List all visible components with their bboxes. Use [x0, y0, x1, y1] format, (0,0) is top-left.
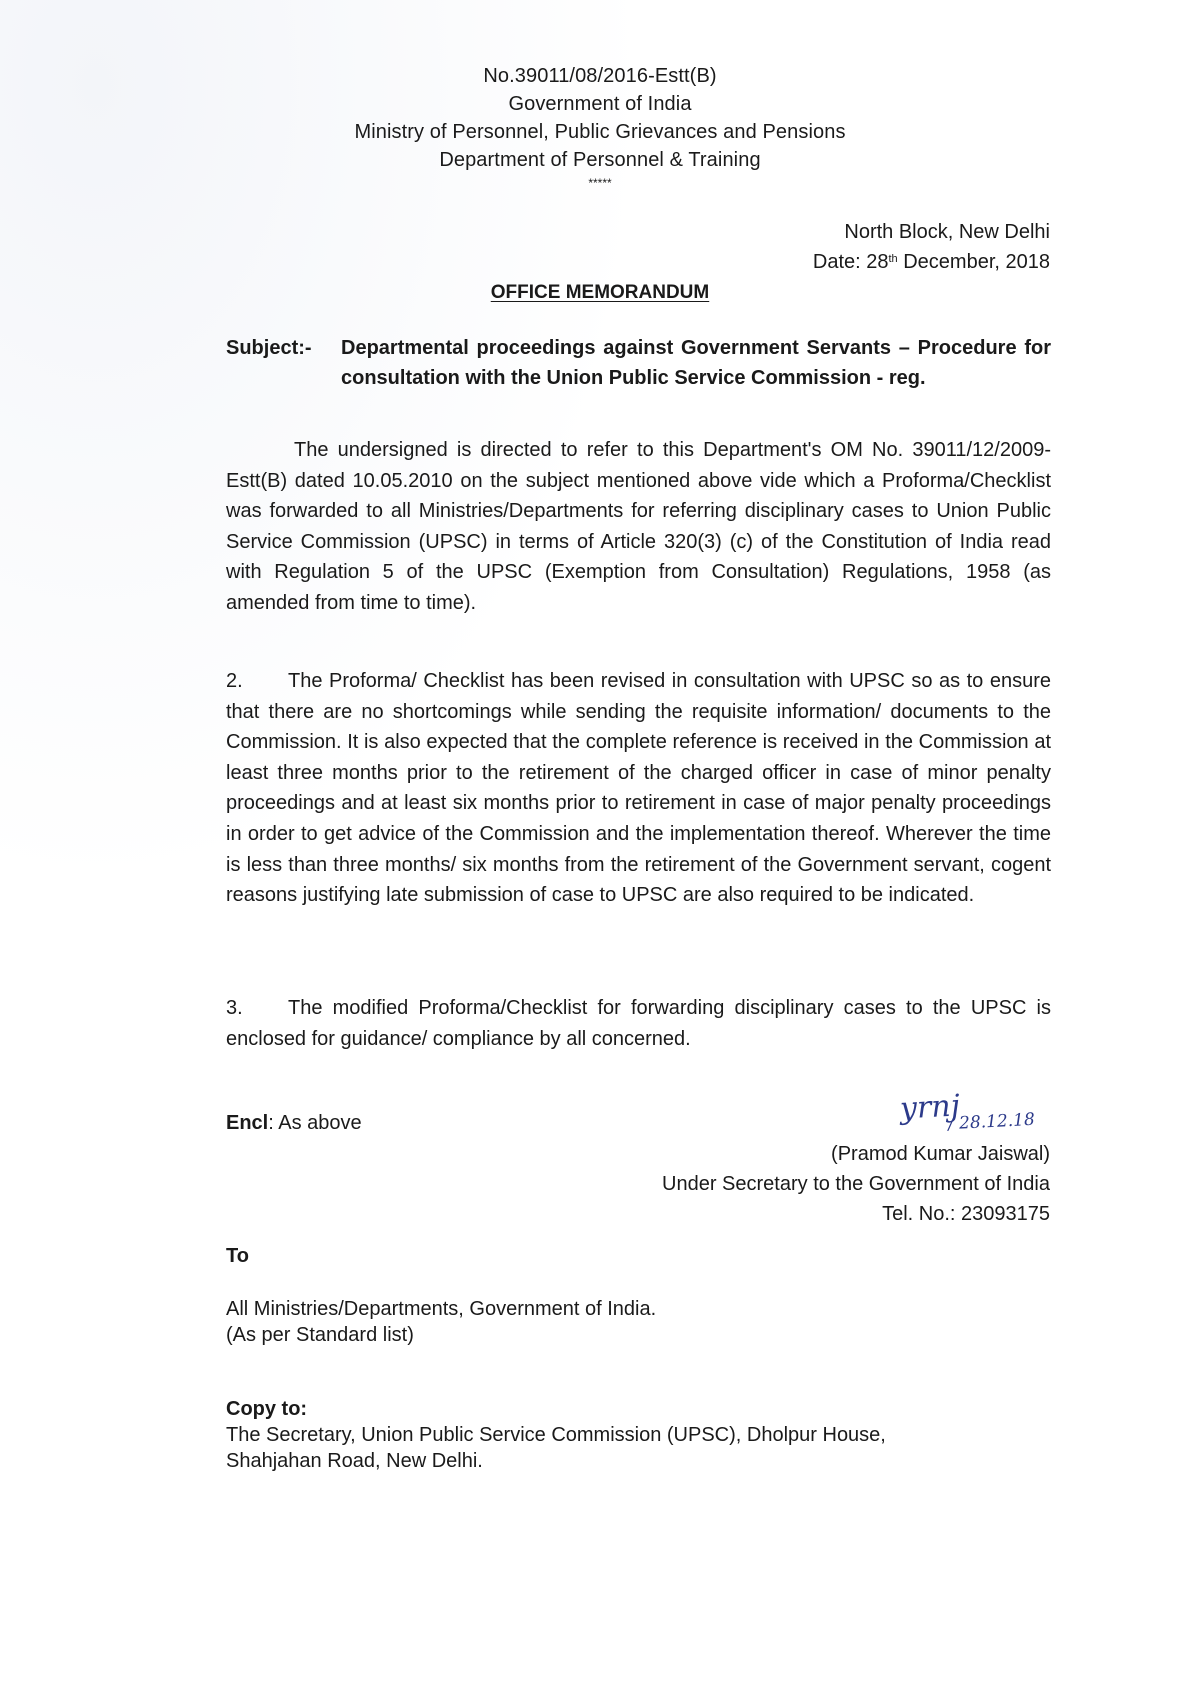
paragraph-3 — [226, 993, 1051, 1054]
header-separator: ***** — [588, 176, 612, 190]
date-ordinal: th — [888, 253, 898, 265]
subject-block — [226, 333, 1051, 393]
paragraph-3-number: 3. — [226, 997, 243, 1019]
recipient-line: (As per Standard list) — [226, 1324, 414, 1346]
enclosure-label: Encl — [226, 1112, 269, 1134]
signatory-telephone: Tel. No.: 23093175 — [882, 1203, 1050, 1225]
paragraph-2-text: The Proforma/ Checklist has been revised in consultation with UPSC so as to ensure that there are no shortcomings while sending the requisite information/ documents to the Commission. It is also expected that the complete reference is received in the Commission at least three months prior to the retirement of the charged officer in case of minor penalty proceedings and at least six months prior to retirement in case of major penalty proceedings in order to get advice of the Commission and the implementation thereof. Wherever the time is less than three months/ six months from the retirement of the Government servant, cogent reasons justifying late submission of case to UPSC are also required to be indicated. — [226, 670, 1051, 907]
recipients-label: To — [226, 1245, 249, 1267]
copy-to-label: Copy to: — [226, 1398, 308, 1420]
enclosure-note — [226, 1112, 362, 1135]
paragraph-2 — [226, 666, 1051, 911]
date — [813, 248, 1050, 276]
paragraph-2-number: 2. — [226, 670, 243, 692]
place: North Block, New Delhi — [844, 221, 1050, 243]
paragraph-1-text: The undersigned is directed to refer to this Department's OM No. 39011/12/2009-Estt(B) dated 10.05.2010 on the subject mentioned above vide which a Proforma/Checklist was forwarded to all Ministries/Departments for referring disciplinary cases to Union Public Service Commission (UPSC) in terms of Article 320(3) (c) of the Constitution of India read with Regulation 5 of the UPSC (Exemption from Consultation) Regulations, 1958 (as amended from time to time). — [226, 439, 1051, 614]
department-name: Department of Personnel & Training — [439, 149, 761, 171]
copy-to-line: The Secretary, Union Public Service Commission (UPSC), Dholpur House, — [226, 1424, 886, 1446]
date-suffix: December, 2018 — [897, 251, 1050, 273]
subject-text: Departmental proceedings against Government Servants – Procedure for consultation with the Union Public Service Commission - reg. — [341, 337, 1051, 389]
date-prefix: Date: 28 — [812, 251, 889, 273]
ministry-name: Ministry of Personnel, Public Grievances and Pensions — [354, 121, 846, 143]
subject-label: Subject:- — [226, 337, 312, 359]
copy-to-block — [226, 1396, 886, 1474]
copy-to-line: Shahjahan Road, New Delhi. — [226, 1450, 483, 1472]
signature-date: / 28.12.18 — [947, 1109, 1036, 1135]
paragraph-1 — [226, 435, 1051, 619]
signatory-designation: Under Secretary to the Government of India — [662, 1173, 1050, 1195]
enclosure-text: : As above — [268, 1112, 362, 1134]
file-number: No.39011/08/2016-Estt(B) — [483, 65, 717, 87]
recipient-line: All Ministries/Departments, Government of India. — [226, 1298, 657, 1320]
recipients-list — [226, 1296, 656, 1348]
handwritten-signature: yrnj — [899, 1088, 961, 1127]
document-title: OFFICE MEMORANDUM — [490, 282, 710, 303]
government-name: Government of India — [508, 93, 692, 115]
paragraph-3-text: The modified Proforma/Checklist for forwarding disciplinary cases to the UPSC is enclosed for guidance/ compliance by all concerned. — [226, 997, 1051, 1050]
signatory-name: (Pramod Kumar Jaiswal) — [831, 1143, 1050, 1165]
